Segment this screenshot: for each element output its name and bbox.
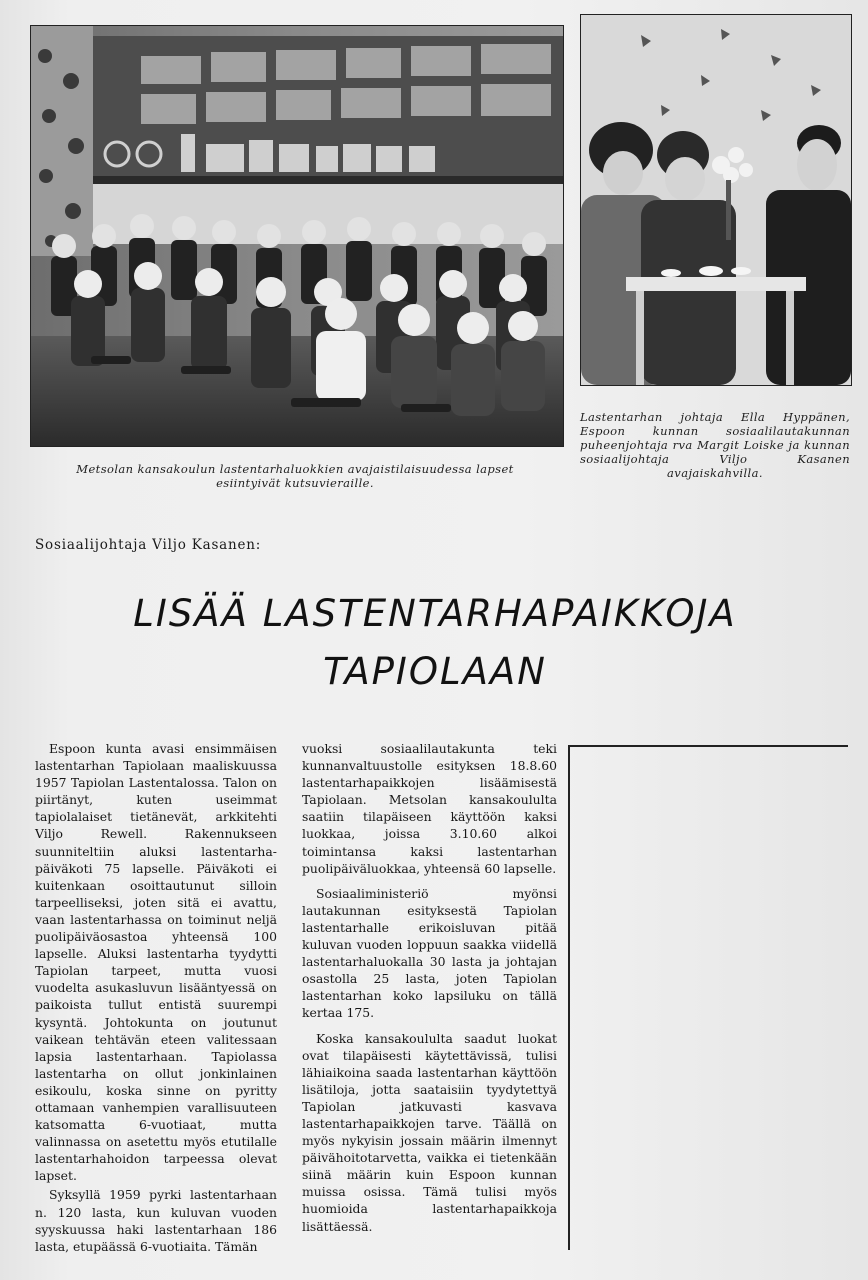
coffee-reception-image [581, 15, 851, 385]
right-photo-caption: Lastentarhan johtaja Ella Hyppänen, Espoon kunnan sosiaalilautakunnan puheenjohtaja rva Margit Loiske ja kunnan sosiaalijohtaja Viljo Kasanen avajaiskahvilla. [580, 410, 850, 480]
children-classroom-image [31, 26, 563, 446]
paragraph: Sosiaaliministeriö myönsi lautakunnan esityksestä Tapiolan lastentarhalle erikoisluvan pitää kuluvan vuoden loppuun saakka viidellä lastentarhaluokalla 30 lasta ja johtajan osastolla 25 lasta, joten Tapiolan lastentarhan koko lapsiluku on tällä kertaa 175. [302, 885, 557, 1021]
children-classroom-photo [30, 25, 564, 447]
headline-line-2: TAPIOLAAN [323, 650, 547, 693]
coffee-reception-photo [580, 14, 852, 386]
column-divider-vertical [568, 745, 570, 1250]
column-divider-horizontal [568, 745, 848, 747]
paragraph: Koska kansakoululta saadut luokat ovat tilapäisesti käytettävissä, tulisi lähiaikoina saada lastentarhan käyttöön lisätiloja, jotta saataisiin tyydytettyä Tapiolan jatkuvasti kasvava lastentarhapaikkojen tarve. Täällä on myös nykyisin jossain määrin ilmennyt päivähoitotarvetta, vaikka ei tietenkään siinä määrin kuin Espoon kunnan muissa osissa. Tämä tulisi myös huomioida lastentarhapaikkoja lisättäessä. [302, 1030, 557, 1234]
article-headline [60, 585, 810, 701]
paragraph: Syksyllä 1959 pyrki lastentarhaan n. 120 lasta, kun kuluvan vuoden syyskuussa haki lastentarhaan 186 lasta, etupäässä 6-vuotiaita. Tämän [35, 1187, 277, 1254]
paragraph: Espoon kunta avasi ensimmäisen lastentarhan Tapiolaan maaliskuussa 1957 Tapiolan Lastentalossa. Talon on piirtänyt, kuten useimmat tapiolalaiset tietänevät, arkkitehti Viljo Rewell. Rakennukseen suunniteltiin aluksi lastentarha-päiväkoti 75 lapselle. Päiväkoti ei kuitenkaan osoittautunut silloin tarpeelliseksi, joten sitä ei avattu, vaan lastentarhassa on toiminut neljä puolipäiväosastoa yhteensä 100 lapselle. Aluksi lastentarha tyydytti Tapiolan tarpeet, mutta vuosi vuodelta asukasluvun lisääntyessä on paikoista tullut entistä suurempi kysyntä. Johtokunta on joutunut vaikean tehtävän eteen valitessaan lapsia lastentarhaan. Tapiolassa lastentarha on ollut jonkinlainen esikoulu, koska sinne on pyritty ottamaan vanhempien varallisuuteen katsomatta 6-vuotiaat, mutta valinnassa on asetettu myös etutilalle lastentarhahoidon tarpeessa olevat lapset. [35, 741, 277, 1184]
headline-line-1: LISÄÄ LASTENTARHAPAIKKOJA [133, 592, 737, 635]
article-column-1 [35, 740, 277, 1263]
article-column-2 [302, 740, 557, 1243]
paragraph: vuoksi sosiaalilautakunta teki kunnanvaltuustolle esityksen 18.8.60 lastentarhapaikkojen lisäämisestä Tapiolaan. Metsolan kansakoululta saatiin tilapäiseen käyttöön kaksi luokkaa, joissa 3.10.60 alkoi toimintansa kaksi lastentarhan puolipäiväluokkaa, yhteensä 60 lapselle. [302, 741, 557, 876]
left-photo-caption: Metsolan kansakoulun lastentarhaluokkien avajaistilaisuudessa lapset esiintyivät kutsuvieraille. [76, 462, 514, 490]
author-byline: Sosiaalijohtaja Viljo Kasanen: [35, 537, 262, 553]
